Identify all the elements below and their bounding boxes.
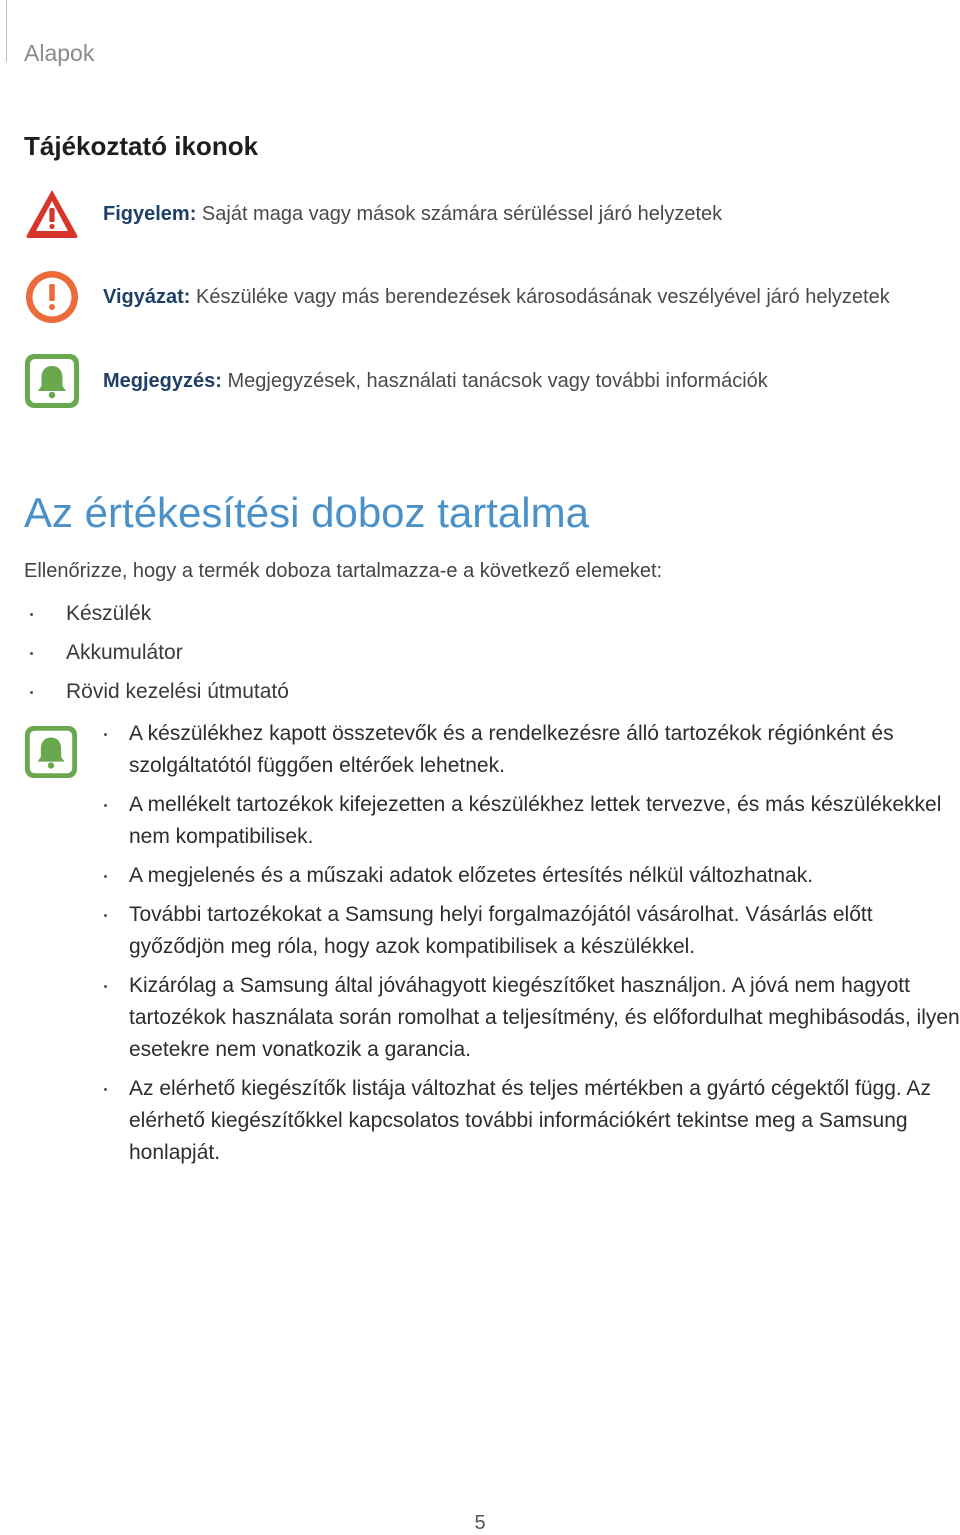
- page-title: Az értékesítési doboz tartalma: [24, 489, 589, 536]
- note-item: A megjelenés és a műszaki adatok előzetes értesítés nélkül változhatnak.: [100, 860, 960, 892]
- note-text: Megjegyzések, használati tanácsok vagy további információk: [221, 369, 768, 392]
- note-bell-icon: [24, 725, 78, 779]
- caution-description: [103, 286, 890, 309]
- section-heading: Tájékoztató ikonok: [24, 131, 259, 161]
- note-list: [100, 718, 960, 1176]
- list-item: Akkumulátor: [24, 637, 289, 676]
- note-item: További tartozékokat a Samsung helyi forgalmazójától vásárolhat. Vásárlás előtt győződjön meg róla, hogy azok kompatibilisek a készülékkel.: [100, 899, 960, 963]
- note-item: Kizárólag a Samsung által jóváhagyott kiegészítőket használjon. A jóvá nem hagyott tartozékok használata során romolhat a teljesítmény, és előfordulhat meghibásodás, ilyen esetekre nem vonatkozik a garancia.: [100, 970, 960, 1066]
- list-item: Rövid kezelési útmutató: [24, 676, 289, 715]
- intro-text: Ellenőrizze, hogy a termék doboza tartalmazza-e a következő elemeket:: [24, 560, 663, 582]
- warning-text: Saját maga vagy mások számára sérüléssel járó helyzetek: [196, 202, 723, 225]
- icon-row-note: [24, 353, 768, 409]
- note-item: A mellékelt tartozékok kifejezetten a készülékhez lettek tervezve, és más készülékekkel nem kompatibilisek.: [100, 789, 960, 853]
- note-description: [103, 370, 768, 393]
- warning-description: [103, 203, 722, 226]
- margin-rule: [6, 0, 7, 62]
- warning-triangle-icon: [24, 186, 80, 242]
- note-item: Az elérhető kiegészítők listája változhat és teljes mértékben a gyártó cégektől függ. Az elérhető kiegészítőkkel kapcsolatos további információkért tekintse meg a Samsung honlapját.: [100, 1073, 960, 1169]
- note-item: A készülékhez kapott összetevők és a rendelkezésre álló tartozékok régiónként és szolgáltatótól függően eltérőek lehetnek.: [100, 718, 960, 782]
- page-number: 5: [474, 1512, 486, 1534]
- caution-label: Vigyázat:: [103, 285, 191, 308]
- section-header: Alapok: [24, 40, 95, 66]
- note-bell-icon: [24, 353, 80, 409]
- warning-label: Figyelem:: [103, 202, 197, 225]
- note-label: Megjegyzés:: [103, 369, 222, 392]
- caution-circle-icon: [24, 269, 80, 325]
- list-item: Készülék: [24, 598, 289, 637]
- caution-text: Készüléke vagy más berendezések károsodásának veszélyével járó helyzetek: [190, 285, 890, 308]
- box-contents-list: [24, 598, 289, 715]
- icon-row-caution: [24, 269, 890, 325]
- icon-row-warning: [24, 186, 722, 242]
